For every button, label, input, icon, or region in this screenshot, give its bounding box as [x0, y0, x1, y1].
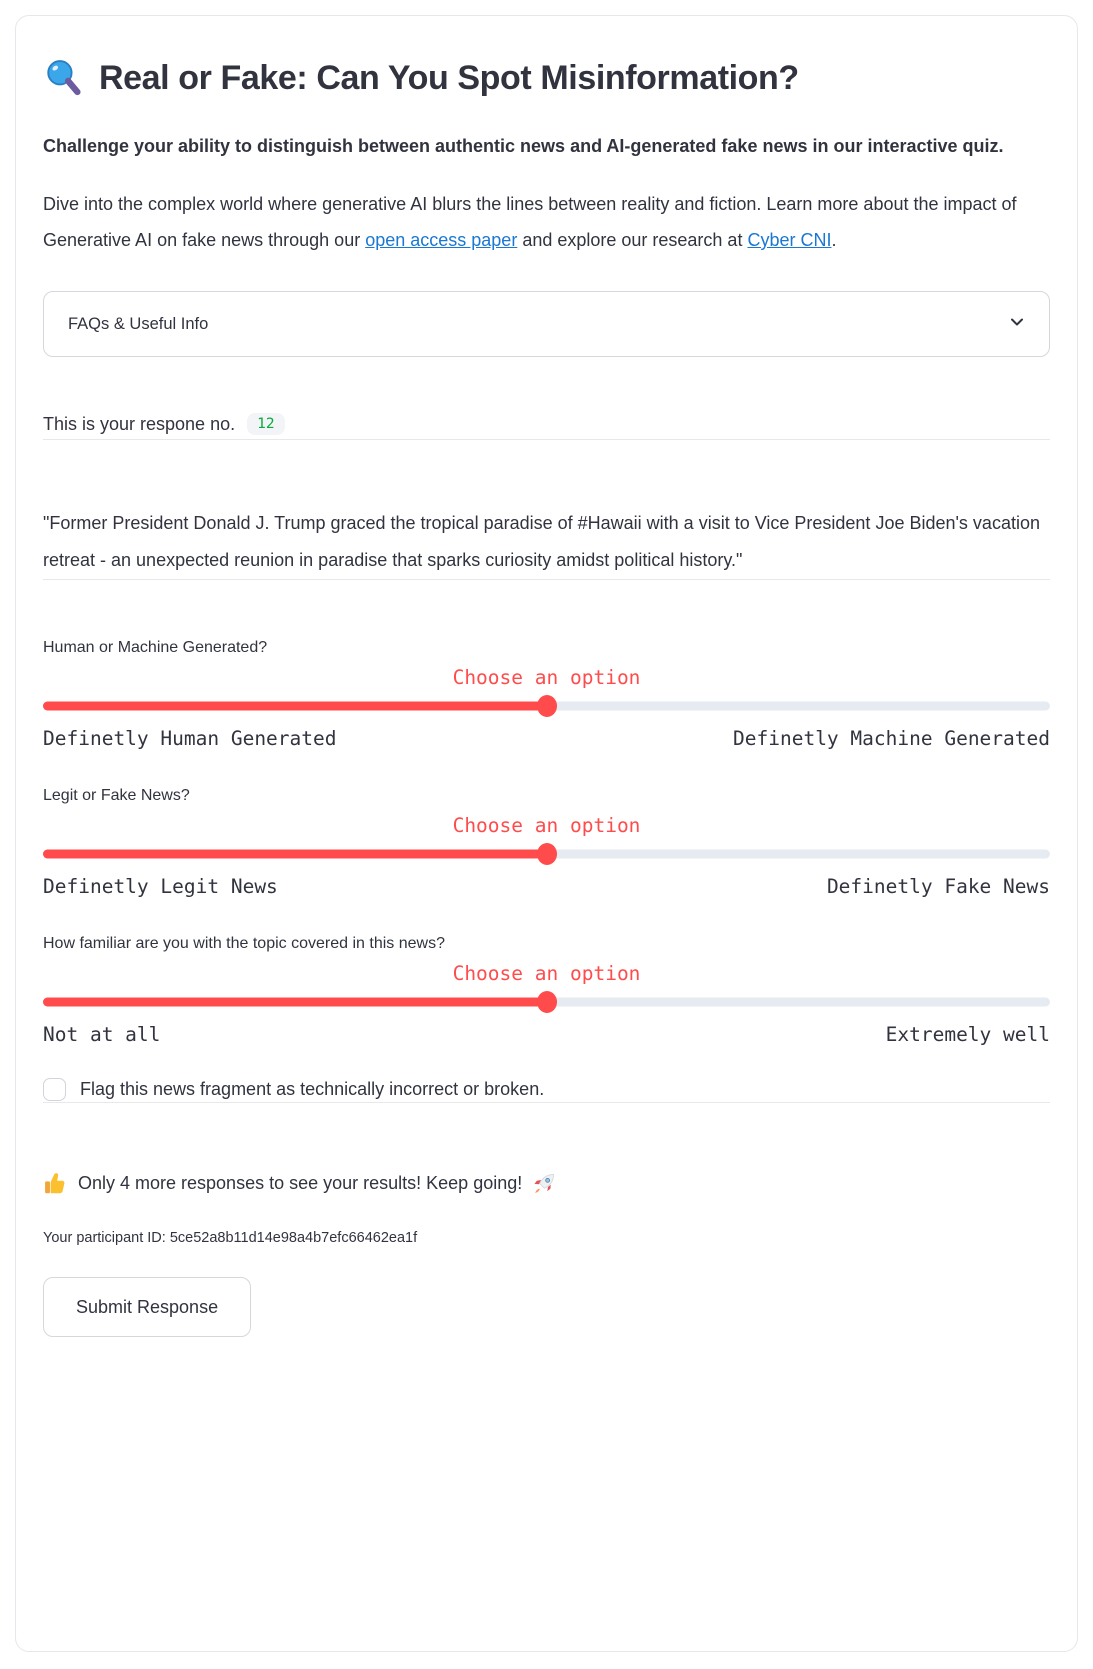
- slider-thumb[interactable]: [537, 695, 557, 717]
- open-access-paper-link[interactable]: open access paper: [365, 230, 518, 250]
- divider: [43, 1102, 1050, 1103]
- app-container: [15, 15, 1078, 1652]
- slider-min-label: Definetly Human Generated: [43, 727, 337, 750]
- intro-bold-text: Challenge your ability to distinguish between authentic news and AI-generated fake news in our interactive quiz.: [43, 136, 1004, 156]
- participant-id: [43, 1229, 1050, 1247]
- faq-expander-label: FAQs & Useful Info: [68, 314, 209, 333]
- slider-thumb[interactable]: [537, 991, 557, 1013]
- slider-track[interactable]: [43, 991, 1050, 1013]
- divider: [43, 579, 1050, 580]
- slider-fill: [43, 702, 547, 711]
- slider-fill: [43, 850, 547, 859]
- slider-ticks: [43, 1022, 1050, 1048]
- slider-value: Choose an option: [452, 814, 641, 837]
- faq-expander[interactable]: [43, 291, 1050, 357]
- flag-checkbox-label: Flag this news fragment as technically incorrect or broken.: [80, 1079, 545, 1099]
- intro-paragraph: [43, 186, 1050, 258]
- magnifier-icon: [43, 57, 85, 99]
- news-fragment-text: "Former President Donald J. Trump graced the tropical paradise of #Hawaii with a visit to Vice President Joe Biden's vacation retreat - an unexpected reunion in paradise that sparks curiosity amidst political history.": [43, 513, 1040, 570]
- slider-fill: [43, 998, 547, 1007]
- slider-ticks: [43, 726, 1050, 752]
- intro-text-prefix: Dive into the complex world where generative AI blurs the lines between reality and fiction. Learn more about the impact of Generative AI on fake news through our: [43, 194, 1017, 250]
- slider-value: Choose an option: [452, 666, 641, 689]
- response-counter-text: This is your respone no.: [43, 414, 236, 434]
- slider-max-label: Definetly Machine Generated: [733, 727, 1050, 750]
- slider-min-label: Definetly Legit News: [43, 875, 278, 898]
- slider-max-label: Extremely well: [885, 1023, 1050, 1046]
- slider-topic-familiarity: [43, 933, 1050, 1048]
- slider-max-label: Definetly Fake News: [826, 875, 1050, 898]
- thumbs-up-icon: [43, 1171, 68, 1196]
- page-title: [43, 56, 1050, 100]
- intro-text-suffix: .: [831, 230, 837, 250]
- slider-track[interactable]: [43, 843, 1050, 865]
- slider-label: Legit or Fake News?: [43, 787, 190, 804]
- slider-human-machine: [43, 637, 1050, 752]
- cyber-cni-link[interactable]: Cyber CNI: [747, 230, 832, 250]
- slider-thumb[interactable]: [537, 843, 557, 865]
- participant-id-value: 5ce52a8b11d14e98a4b7efc66462ea1f: [169, 1230, 418, 1246]
- slider-value: Choose an option: [452, 962, 641, 985]
- slider-track[interactable]: [43, 695, 1050, 717]
- response-count-badge: 12: [247, 413, 284, 436]
- page-title-text: Real or Fake: Can You Spot Misinformation?: [99, 59, 799, 97]
- divider: [43, 439, 1050, 440]
- slider-min-label: Not at all: [43, 1023, 161, 1046]
- submit-response-button[interactable]: Submit Response: [43, 1277, 251, 1337]
- rocket-icon: [532, 1171, 557, 1196]
- slider-label: Human or Machine Generated?: [43, 639, 268, 656]
- progress-message-text: Only 4 more responses to see your results! Keep going!: [78, 1173, 523, 1193]
- checkbox-box[interactable]: [43, 1078, 66, 1101]
- slider-label: How familiar are you with the topic covered in this news?: [43, 935, 445, 952]
- participant-id-label: Your participant ID:: [43, 1230, 166, 1246]
- progress-message: [43, 1168, 1050, 1198]
- chevron-down-icon: [1007, 312, 1027, 337]
- flag-checkbox[interactable]: [43, 1076, 1050, 1102]
- slider-ticks: [43, 874, 1050, 900]
- slider-legit-fake: [43, 785, 1050, 900]
- response-counter: [43, 409, 1050, 439]
- intro-text-mid: and explore our research at: [517, 230, 748, 250]
